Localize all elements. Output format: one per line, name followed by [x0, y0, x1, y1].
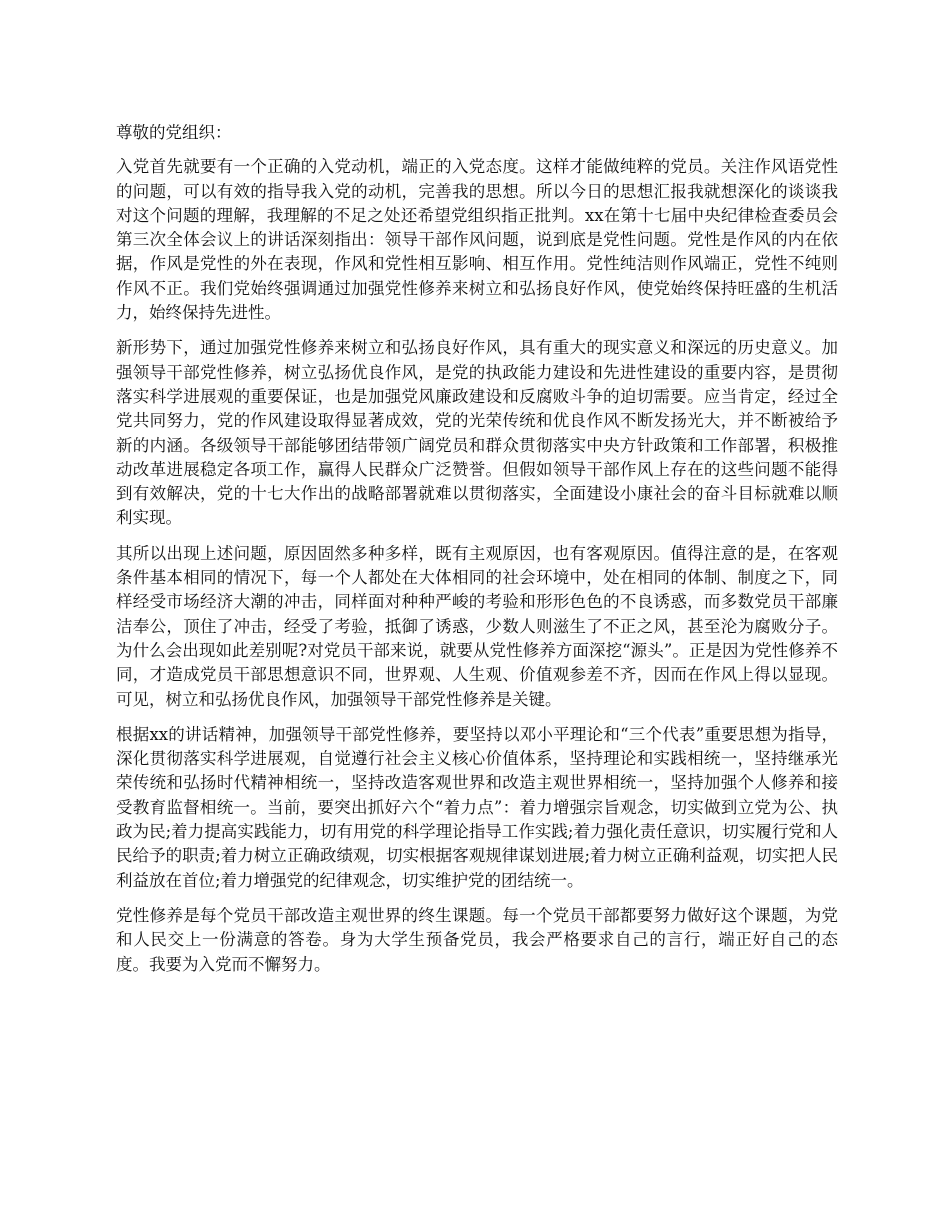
paragraph-1: 入党首先就要有一个正确的入党动机，端正的入党态度。这样才能做纯粹的党员。关注作风语党性的问题，可以有效的指导我入党的动机，完善我的思想。所以今日的思想汇报我就想深化的谈谈我对这个问题的理解，我理解的不足之处还希望党组织指正批判。xx在第十七届中央纪律检查委员会第三次全体会议上的讲话深刻指出：领导干部作风问题，说到底是党性问题。党性是作风的内在依据，作风是党性的外在表现，作风和党性相互影响、相互作用。党性纯洁则作风端正，党性不纯则作风不正。我们党始终强调通过加强党性修养来树立和弘扬良好作风，使党始终保持旺盛的生机活力，始终保持先进性。 — [116, 157, 838, 323]
document-body — [116, 121, 838, 988]
paragraph-4: 根据xx的讲话精神，加强领导干部党性修养，要坚持以邓小平理论和“三个代表”重要思想为指导，深化贯彻落实科学进展观，自觉遵行社会主义核心价值体系，坚持理论和实践相统一，坚持继承光荣传统和弘扬时代精神相统一，坚持改造客观世界和改造主观世界相统一，坚持加强个人修养和接受教育监督相统一。当前，要突出抓好六个“着力点”：着力增强宗旨观念，切实做到立党为公、执政为民;着力提高实践能力，切有用党的科学理论指导工作实践;着力强化责任意识，切实履行党和人民给予的职责;着力树立正确政绩观，切实根据客观规律谋划进展;着力树立正确利益观，切实把人民利益放在首位;着力增强党的纪律观念，切实维护党的团结统一。 — [116, 724, 838, 890]
paragraph-5: 党性修养是每个党员干部改造主观世界的终生课题。每一个党员干部都要努力做好这个课题，为党和人民交上一份满意的答卷。身为大学生预备党员，我会严格要求自己的言行，端正好自己的态度。我要为入党而不懈努力。 — [116, 905, 838, 974]
salutation: 尊敬的党组织： — [116, 123, 232, 142]
paragraph-3: 其所以出现上述问题，原因固然多种多样，既有主观原因，也有客观原因。值得注意的是，在客观条件基本相同的情况下，每一个人都处在大体相同的社会环境中，处在相同的体制、制度之下，同样经受市场经济大潮的冲击，同样面对种种严峻的考验和形形色色的不良诱惑，而多数党员干部廉洁奉公，顶住了冲击，经受了考验，抵御了诱惑，少数人则滋生了不正之风，甚至沦为腐败分子。为什么会出现如此差别呢?对党员干部来说，就要从党性修养方面深挖“源头”。正是因为党性修养不同，才造成党员干部思想意识不同，世界观、人生观、价值观参差不齐，因而在作风上得以显现。可见，树立和弘扬优良作风，加强领导干部党性修养是关键。 — [116, 543, 838, 709]
paragraph-2: 新形势下，通过加强党性修养来树立和弘扬良好作风，具有重大的现实意义和深远的历史意义。加强领导干部党性修养，树立弘扬优良作风，是党的执政能力建设和先进性建设的重要内容，是贯彻落实科学进展观的重要保证，也是加强党风廉政建设和反腐败斗争的迫切需要。应当肯定，经过全党共同努力，党的作风建设取得显著成效，党的光荣传统和优良作风不断发扬光大，并不断被给予新的内涵。各级领导干部能够团结带领广阔党员和群众贯彻落实中央方针政策和工作部署，积极推动改革进展稳定各项工作，赢得人民群众广泛赞誉。但假如领导干部作风上存在的这些问题不能得到有效解决，党的十七大作出的战略部署就难以贯彻落实，全面建设小康社会的奋斗目标就难以顺利实现。 — [116, 338, 838, 528]
